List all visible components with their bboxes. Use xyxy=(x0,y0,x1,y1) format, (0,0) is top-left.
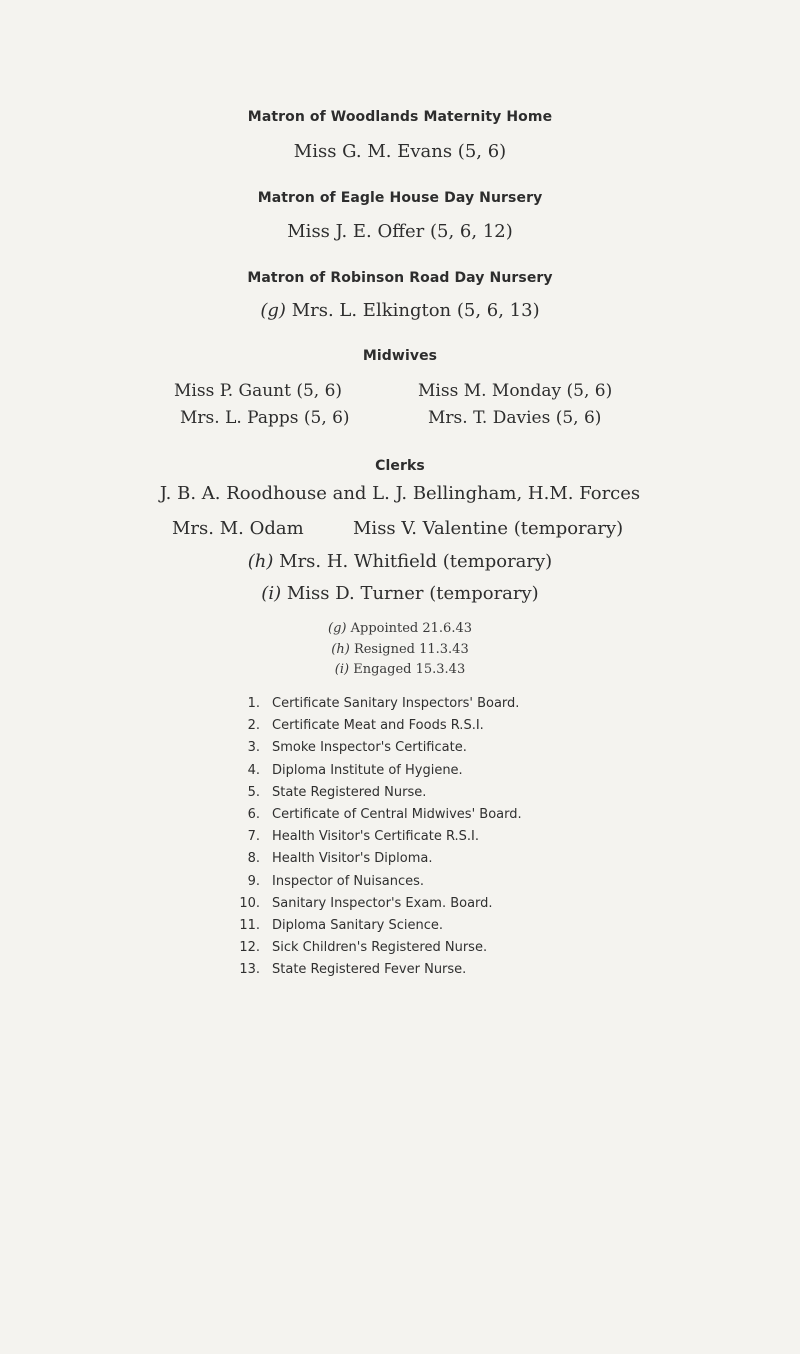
list-number: 13. xyxy=(239,962,260,978)
list-text: Diploma Sanitary Science. xyxy=(272,917,444,933)
list-item xyxy=(232,696,652,718)
robinson-road-heading: Matron of Robinson Road Day Nursery xyxy=(247,270,553,286)
list-number: 9. xyxy=(247,873,260,889)
list-text: Inspector of Nuisances. xyxy=(272,873,425,889)
clerk-name: Mrs. M. Odam xyxy=(172,518,304,539)
qualifications-list xyxy=(232,696,652,984)
list-item xyxy=(232,829,652,851)
footnote-i xyxy=(0,662,800,677)
midwife-name: Miss M. Monday (5, 6) xyxy=(418,381,613,401)
clerks-line-1: J. B. A. Roodhouse and L. J. Bellingham, H.M. Forces xyxy=(159,483,641,504)
footnote-marker: (h) xyxy=(331,642,350,657)
list-number: 10. xyxy=(239,895,260,911)
list-text: Smoke Inspector's Certificate. xyxy=(272,740,467,756)
midwife-name: Mrs. T. Davies (5, 6) xyxy=(428,408,602,428)
woodlands-heading: Matron of Woodlands Maternity Home xyxy=(247,109,553,125)
footnote-marker: (i) xyxy=(334,662,350,677)
footnote-text: Appointed 21.6.43 xyxy=(350,621,472,636)
footnote-marker: (g) xyxy=(328,621,347,636)
list-item xyxy=(232,940,652,962)
list-item xyxy=(232,740,652,762)
midwives-row-2 xyxy=(0,408,800,432)
list-text: Sick Children's Registered Nurse. xyxy=(272,940,488,956)
list-text: Diploma Institute of Hygiene. xyxy=(272,762,463,778)
clerk-name: Miss V. Valentine (temporary) xyxy=(353,518,624,539)
list-text: State Registered Nurse. xyxy=(272,784,427,800)
list-number: 1. xyxy=(247,696,260,711)
clerks-line-3 xyxy=(0,551,800,572)
list-number: 2. xyxy=(247,718,260,734)
list-number: 7. xyxy=(247,829,260,845)
clerks-line-2 xyxy=(0,518,800,542)
footnote-marker: (i) xyxy=(261,583,282,604)
footnote-marker: (g) xyxy=(260,300,286,321)
clerks-line-4 xyxy=(0,583,800,604)
list-text: Sanitary Inspector's Exam. Board. xyxy=(272,895,493,911)
footnote-text: Resigned 11.3.43 xyxy=(353,642,469,657)
robinson-road-matron-name: Mrs. L. Elkington (5, 6, 13) xyxy=(291,300,540,321)
list-item xyxy=(232,785,652,807)
list-number: 4. xyxy=(247,762,260,778)
clerk-name: Miss D. Turner (temporary) xyxy=(286,583,539,604)
robinson-road-matron-line xyxy=(0,300,800,321)
footnote-g xyxy=(0,621,800,636)
eagle-house-matron-name: Miss J. E. Offer (5, 6, 12) xyxy=(287,221,513,242)
list-text: State Registered Fever Nurse. xyxy=(272,962,467,978)
list-number: 6. xyxy=(247,806,260,822)
footnote-h xyxy=(0,642,800,657)
list-text: Health Visitor's Certificate R.S.I. xyxy=(272,829,480,845)
midwife-name: Mrs. L. Papps (5, 6) xyxy=(180,408,350,428)
list-item xyxy=(232,962,652,984)
list-number: 11. xyxy=(239,917,260,933)
list-number: 5. xyxy=(247,784,260,800)
list-number: 12. xyxy=(239,940,260,956)
eagle-house-heading: Matron of Eagle House Day Nursery xyxy=(257,190,543,206)
clerks-heading: Clerks xyxy=(375,458,425,474)
midwife-name: Miss P. Gaunt (5, 6) xyxy=(174,381,343,401)
footnote-marker: (h) xyxy=(247,551,274,572)
list-item xyxy=(232,918,652,940)
list-item xyxy=(232,896,652,918)
footnote-text: Engaged 15.3.43 xyxy=(353,662,466,677)
midwives-row-1 xyxy=(0,381,800,405)
list-item xyxy=(232,851,652,873)
list-text: Certificate of Central Midwives' Board. xyxy=(272,806,522,822)
clerk-name: Mrs. H. Whitfield (temporary) xyxy=(279,551,553,572)
list-number: 3. xyxy=(247,740,260,756)
woodlands-matron-name: Miss G. M. Evans (5, 6) xyxy=(293,141,507,162)
list-item xyxy=(232,718,652,740)
list-text: Certificate Meat and Foods R.S.I. xyxy=(272,718,484,734)
midwives-heading: Midwives xyxy=(362,348,438,364)
list-text: Certificate Sanitary Inspectors' Board. xyxy=(272,696,520,711)
list-number: 8. xyxy=(247,851,260,867)
list-item xyxy=(232,763,652,785)
list-text: Health Visitor's Diploma. xyxy=(272,851,433,867)
list-item xyxy=(232,807,652,829)
list-item xyxy=(232,874,652,896)
